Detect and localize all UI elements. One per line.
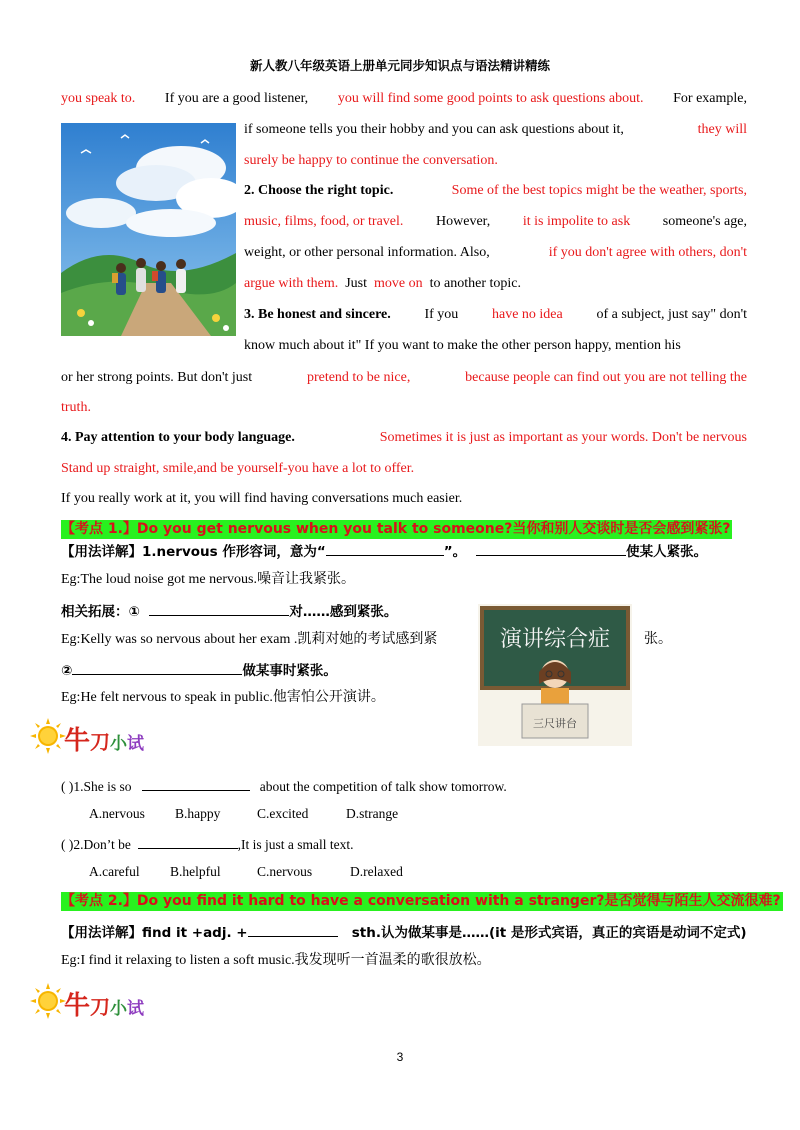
text-line [244,121,747,139]
title-char: 小 [110,999,128,1019]
text-span: pretend to be nice, [306,370,411,385]
speech-chalkboard-illustration [478,604,632,746]
title-char: 试 [127,734,145,754]
option-a[interactable]: A.nervous [89,806,145,821]
svg-text:三尺讲台: 三尺讲台 [533,717,577,730]
text-line: If you really work at it, you will find having conversations much easier. [61,491,463,506]
text-span: it is impolite to ask [522,214,631,229]
example-line: Eg:I find it relaxing to listen a soft music.我发现听一首温柔的歌很放松。 [61,953,491,968]
question-1 [61,776,507,796]
option-b[interactable]: B.happy [175,806,221,821]
text-span: 【用法详解】find it +adj. + [61,925,248,941]
example-line-end: 张。 [644,632,672,647]
text-span: if someone tells you their hobby and you can ask questions about it, [244,122,624,137]
answer-blank[interactable] [138,834,238,849]
text-span: move on [374,276,423,291]
text-span: Some of the best topics might be the weather, sports, [451,183,747,198]
text-span: 对……感到紧张。 [289,604,398,620]
answer-blank[interactable] [326,541,444,556]
text-span: 2. Choose the right topic. [244,183,394,198]
text-span: sth.认为做某事是……(it 是形式宾语，真正的宾语是动词不定式) [351,925,747,941]
answer-blank[interactable] [248,922,338,937]
text-span: someone's age, [662,214,747,229]
example-line: Eg:The loud noise got me nervous.噪音让我紧张。 [61,572,355,587]
text-span: you speak to. [61,91,136,106]
text-span: have no idea [491,307,563,322]
text-line [61,369,747,387]
text-line [61,90,747,108]
practice-section-title [30,718,145,758]
usage-line [61,922,747,942]
options-row [89,805,398,823]
text-span: For example, [673,91,747,106]
text-span: 使某人紧张。 [626,544,708,560]
text-line [61,429,747,447]
answer-blank[interactable] [149,601,289,616]
text-span: of a subject, just say" don't [596,307,747,322]
sun-icon [30,983,66,1019]
title-char: 小 [110,734,128,754]
text-span: Just [345,276,368,291]
example-line: Eg:He felt nervous to speak in public.他害怕公开演讲。 [61,690,385,705]
text-span: 4. Pay attention to your body language. [61,430,295,445]
answer-blank[interactable] [476,541,626,556]
text-span: because people can find out you are not telling the [465,370,747,385]
text-span: about the competition of talk show tomorrow. [259,779,507,794]
text-span: ,It is just a small text. [237,837,354,852]
text-span: If you [424,307,459,322]
title-char: 牛 [64,726,91,756]
extension-line [61,660,337,680]
usage-line [61,541,707,561]
text-span: if you don't agree with others, don't [548,245,747,260]
answer-parens[interactable]: ( ) [61,779,74,794]
practice-section-title [30,983,145,1023]
title-char: 刀 [90,995,111,1019]
option-b[interactable]: B.helpful [170,864,221,879]
text-span: 【用法详解】1.nervous 作形容词，意为“ [61,544,326,560]
option-d[interactable]: D.strange [346,806,399,821]
title-char: 牛 [64,991,91,1021]
text-line [244,244,747,262]
key-point-heading: 【考点 1.】Do you get nervous when you talk to someone?当你和别人交谈时是否会感到紧张? [61,521,731,537]
text-span: or her strong points. But don't just [61,370,253,385]
text-line [244,306,747,324]
option-a[interactable]: A.careful [89,864,140,879]
text-line: truth. [61,400,91,415]
example-line: Eg:Kelly was so nervous about her exam .凯莉对她的考试感到紧 [61,632,438,647]
text-span: 3. Be honest and sincere. [244,307,391,322]
text-span: know much about it" If you want to make the other person happy, mention his [244,338,681,353]
text-span: 做某事时紧张。 [242,663,337,679]
text-span: 1.She is so [73,779,132,794]
text-line [244,182,747,200]
text-span: to another topic. [429,276,522,291]
option-c[interactable]: C.excited [257,806,309,821]
key-point-heading: 【考点 2.】Do you find it hard to have a conversation with a stranger?是否觉得与陌生人交流很难? [61,893,781,909]
text-span: music, films, food, or travel. [244,214,404,229]
page-number: 3 [396,1050,404,1064]
text-span: If you are a good listener, [164,91,309,106]
children-walking-illustration [61,123,236,336]
text-line: Stand up straight, smile,and be yourself-you have a lot to offer. [61,461,415,476]
options-row [89,863,403,881]
answer-blank[interactable] [72,660,242,675]
text-span: ”。 [443,544,467,560]
text-line: surely be happy to continue the conversation. [244,153,498,168]
question-2 [61,834,354,854]
text-span: they will [697,122,747,137]
text-span: argue with them. [244,276,339,291]
text-span: you will find some good points to ask questions about. [337,91,644,106]
title-char: 刀 [90,730,111,754]
answer-blank[interactable] [142,776,250,791]
text-line [244,337,747,355]
option-c[interactable]: C.nervous [257,864,313,879]
text-span: Sometimes it is just as important as your words. Don't be nervous [379,430,747,445]
answer-parens[interactable]: ( ) [61,837,74,852]
text-span: weight, or other personal information. Also, [244,245,490,260]
chalkboard-text: 演讲综合症 [499,627,611,652]
text-span: 2.Don’t be [73,837,131,852]
page-header: 新人教八年级英语上册单元同步知识点与语法精讲精练 [249,58,550,73]
extension-line [61,601,397,621]
text-line [244,213,747,231]
text-line [244,275,521,293]
sun-icon [30,718,66,754]
title-char: 试 [127,999,145,1019]
text-span: 相关拓展：① [61,604,140,620]
option-d[interactable]: D.relaxed [350,864,403,879]
text-span: ② [61,663,73,679]
text-span: However, [436,214,491,229]
